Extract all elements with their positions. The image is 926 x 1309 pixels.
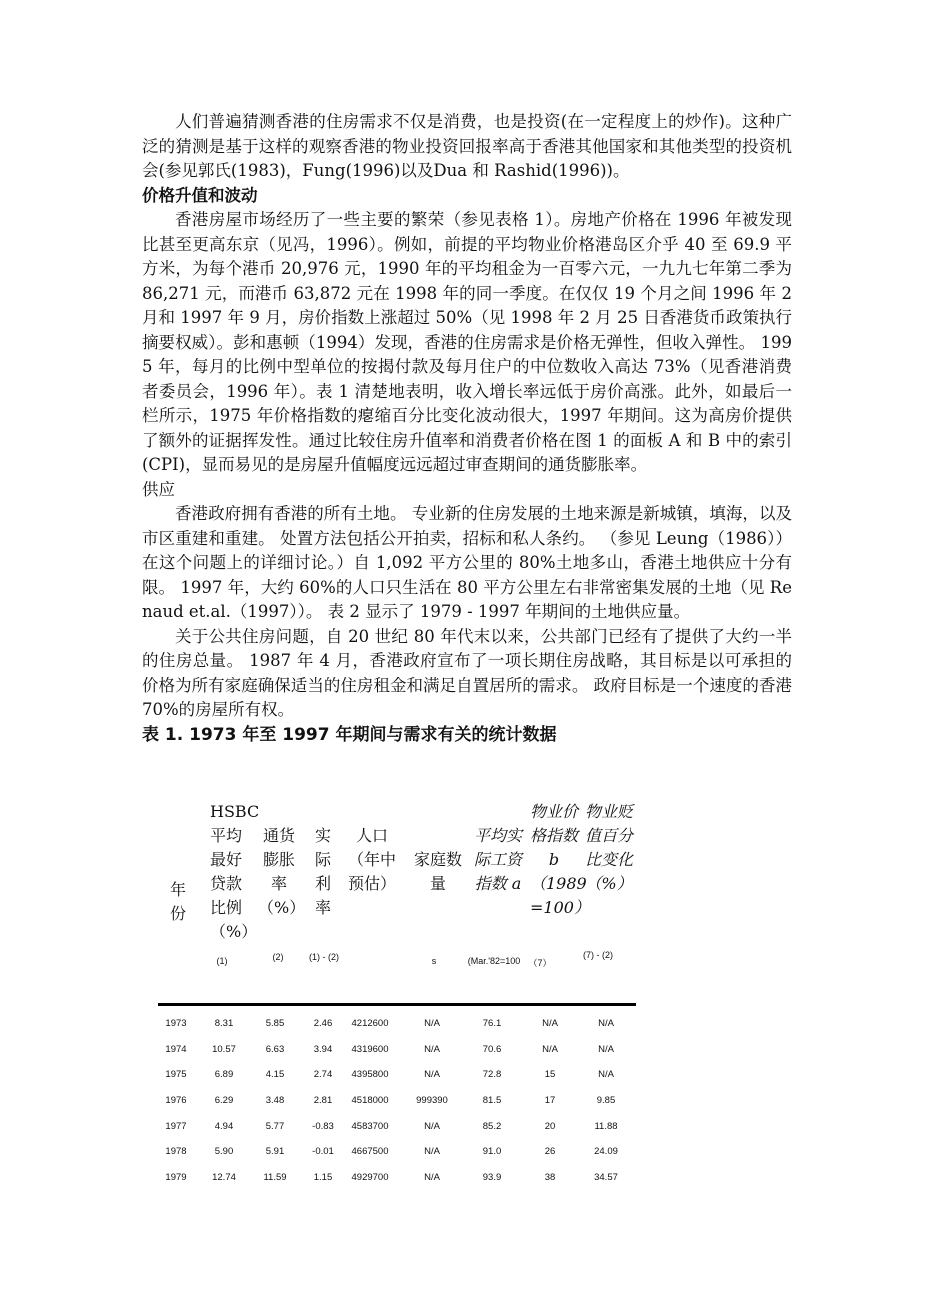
cell-hsbc: 8.31 — [214, 1018, 234, 1029]
cell-population: 4319600 — [351, 1043, 389, 1055]
cell-population: 4395800 — [351, 1069, 389, 1081]
cell-change: 34.57 — [594, 1172, 618, 1184]
cell-year: 1974 — [165, 1043, 187, 1055]
table-title: 表 1. 1973 年至 1997 年期间与需求有关的统计数据 — [142, 724, 557, 745]
cell-population: 4583700 — [351, 1120, 389, 1132]
cell-households: N/A — [424, 1172, 440, 1184]
cell-hsbc: 10.57 — [212, 1043, 236, 1055]
cell-wage: 81.5 — [482, 1095, 502, 1107]
cell-inflation: 11.59 — [263, 1172, 287, 1184]
header-property-change: 物业贬值百分比变化（%） — [584, 802, 633, 893]
cell-real-rate: 2.46 — [313, 1018, 333, 1029]
cell-hsbc: 6.29 — [214, 1095, 234, 1107]
subheader-7: （7） — [528, 958, 552, 968]
cell-real-rate: -0.01 — [312, 1146, 334, 1158]
cell-population: 4212600 — [351, 1018, 389, 1029]
table-header — [158, 796, 636, 994]
cell-households: 999390 — [416, 1095, 448, 1107]
cell-wage: 70.6 — [482, 1043, 502, 1055]
cell-year: 1976 — [165, 1095, 187, 1107]
table-rule — [158, 1003, 636, 1006]
cell-hsbc: 5.90 — [214, 1146, 234, 1158]
header-real-rate: 实际利率 — [314, 826, 331, 917]
table-row — [158, 1061, 636, 1087]
table-row — [158, 1138, 636, 1164]
cell-hsbc: 4.94 — [214, 1120, 234, 1132]
subheader-2: (2) — [272, 952, 284, 962]
cell-year: 1977 — [165, 1120, 187, 1132]
cell-population: 4929700 — [351, 1172, 389, 1184]
cell-households: N/A — [424, 1146, 440, 1158]
section-heading-supply: 供应 — [142, 479, 175, 499]
cell-inflation: 5.77 — [265, 1120, 285, 1132]
cell-wage: 93.9 — [482, 1172, 502, 1184]
header-households: 家庭数量 — [413, 850, 462, 893]
table-body — [158, 1010, 636, 1190]
cell-hsbc: 12.74 — [212, 1172, 236, 1184]
table-row — [158, 1113, 636, 1139]
header-hsbc-rate: HSBC 平均最好贷款比例（%） — [210, 802, 260, 941]
paragraph-speculation: 人们普遍猜测香港的住房需求不仅是消费，也是投资(在一定程度上的炒作)。这种广泛的猜测是基于这样的观察香港的物业投资回报率高于香港其他国家和其他类型的投资机会(参见郭氏(1983)，Fung(1996)以及Dua 和 Rashid(1996))。 — [142, 112, 792, 180]
cell-inflation: 6.63 — [265, 1043, 285, 1055]
subheader-1: (1) — [216, 956, 228, 966]
cell-year: 1973 — [165, 1018, 187, 1029]
cell-population: 4667500 — [351, 1146, 389, 1158]
cell-real-rate: 1.15 — [313, 1172, 333, 1184]
cell-households: N/A — [424, 1018, 440, 1029]
header-year: 年份 — [169, 880, 186, 923]
table-row — [158, 1164, 636, 1190]
cell-real-rate: 2.74 — [313, 1069, 333, 1081]
cell-real-rate: 3.94 — [313, 1043, 333, 1055]
table-row — [158, 1087, 636, 1113]
cell-price-index: 26 — [544, 1146, 556, 1158]
cell-year: 1979 — [165, 1172, 187, 1184]
subheader-8: (7) - (2) — [583, 950, 613, 960]
cell-price-index: 38 — [544, 1172, 556, 1184]
cell-households: N/A — [424, 1043, 440, 1055]
subheader-3: (1) - (2) — [309, 952, 339, 962]
cell-price-index: N/A — [542, 1018, 558, 1029]
paragraph-supply: 香港政府拥有香港的所有土地。 专业新的住房发展的土地来源是新城镇，填海，以及市区重建和重建。 处置方法包括公开拍卖，招标和私人条约。 （参见 Leung（1986））在这个问题上的详细讨论。）自 1,092 平方公里的 80%土地多山，香港土地供应十分有限。 1997 年，大约 60%的人口只生活在 80 平方公里左右非常密集发展的土地（见 Renaud et.al.（1997））。 表 2 显示了 1979 - 1997 年期间的土地供应量。 — [142, 504, 792, 621]
cell-change: 24.09 — [594, 1146, 618, 1158]
cell-year: 1975 — [165, 1069, 187, 1081]
cell-change: N/A — [598, 1069, 614, 1081]
cell-wage: 76.1 — [482, 1018, 502, 1029]
cell-real-rate: -0.83 — [312, 1120, 334, 1132]
table-row — [158, 1010, 636, 1036]
document-body — [142, 110, 792, 747]
cell-inflation: 3.48 — [265, 1095, 285, 1107]
cell-hsbc: 6.89 — [214, 1069, 234, 1081]
cell-households: N/A — [424, 1069, 440, 1081]
cell-inflation: 5.85 — [265, 1018, 285, 1029]
cell-price-index: 17 — [544, 1095, 556, 1107]
cell-inflation: 5.91 — [265, 1146, 285, 1158]
cell-wage: 91.0 — [482, 1146, 502, 1158]
demand-statistics-table — [158, 796, 636, 1184]
paragraph-public-housing: 关于公共住房问题，自 20 世纪 80 年代末以来，公共部门已经有了提供了大约一半的住房总量。 1987 年 4 月，香港政府宣布了一项长期住房战略，其目标是以可承担的价格为所有家庭确保适当的住房租金和满足自置居所的需求。 政府目标是一个速度的香港 70%的房屋所有权。 — [142, 626, 792, 719]
subheader-6: (Mar.'82=100 — [467, 956, 521, 966]
subheader-5: s — [431, 956, 437, 966]
header-population: 人口（年中预估） — [347, 826, 396, 893]
cell-wage: 85.2 — [482, 1120, 502, 1132]
table-row — [158, 1036, 636, 1062]
cell-year: 1978 — [165, 1146, 187, 1158]
cell-change: 9.85 — [596, 1095, 616, 1107]
cell-inflation: 4.15 — [265, 1069, 285, 1081]
cell-population: 4518000 — [351, 1095, 389, 1107]
header-inflation: 通货膨胀率（%） — [258, 826, 306, 917]
cell-households: N/A — [424, 1120, 440, 1132]
cell-wage: 72.8 — [482, 1069, 502, 1081]
cell-price-index: 15 — [544, 1069, 556, 1081]
cell-change: 11.88 — [594, 1120, 618, 1132]
cell-real-rate: 2.81 — [313, 1095, 333, 1107]
cell-price-index: 20 — [544, 1120, 556, 1132]
section-heading-price: 价格升值和波动 — [142, 185, 258, 205]
cell-change: N/A — [598, 1018, 614, 1029]
cell-change: N/A — [598, 1043, 614, 1055]
cell-price-index: N/A — [542, 1043, 558, 1055]
header-property-price-index: 物业价格指数 b（1989 =100） — [530, 802, 590, 917]
paragraph-price: 香港房屋市场经历了一些主要的繁荣（参见表格 1）。房地产价格在 1996 年被发现比甚至更高东京（见冯，1996）。例如，前提的平均物业价格港岛区介乎 40 至 69.9 平方米，为每个港币 20,976 元，1990 年的平均租金为一百零六元，一九九七年第二季为 86,271 元，而港币 63,872 元在 1998 年的同一季度。在仅仅 19 个月之间 1996 年 2 月和 1997 年 9 月，房价指数上涨超过 50%（见 1998 年 2 月 25 日香港货币政策执行摘要权威）。彭和惠顿（1994）发现，香港的住房需求是价格无弹性，但收入弹性。 1995 年，每月的比例中型单位的按揭付款及每月住户的中位数收入高达 73%（见香港消费者委员会，1996 年）。表 1 清楚地表明，收入增长率远低于房价高涨。此外，如最后一栏所示，1975 年价格指数的瘪缩百分比变化波动很大，1997 年期间。这为高房价提供了额外的证据挥发性。通过比较住房升值率和消费者价格在图 1 的面板 A 和 B 中的索引(CPI)，显而易见的是房屋升值幅度远远超过审查期间的通货膨胀率。 — [142, 210, 792, 474]
header-real-wage-index: 平均实际工资指数 a — [474, 826, 523, 893]
